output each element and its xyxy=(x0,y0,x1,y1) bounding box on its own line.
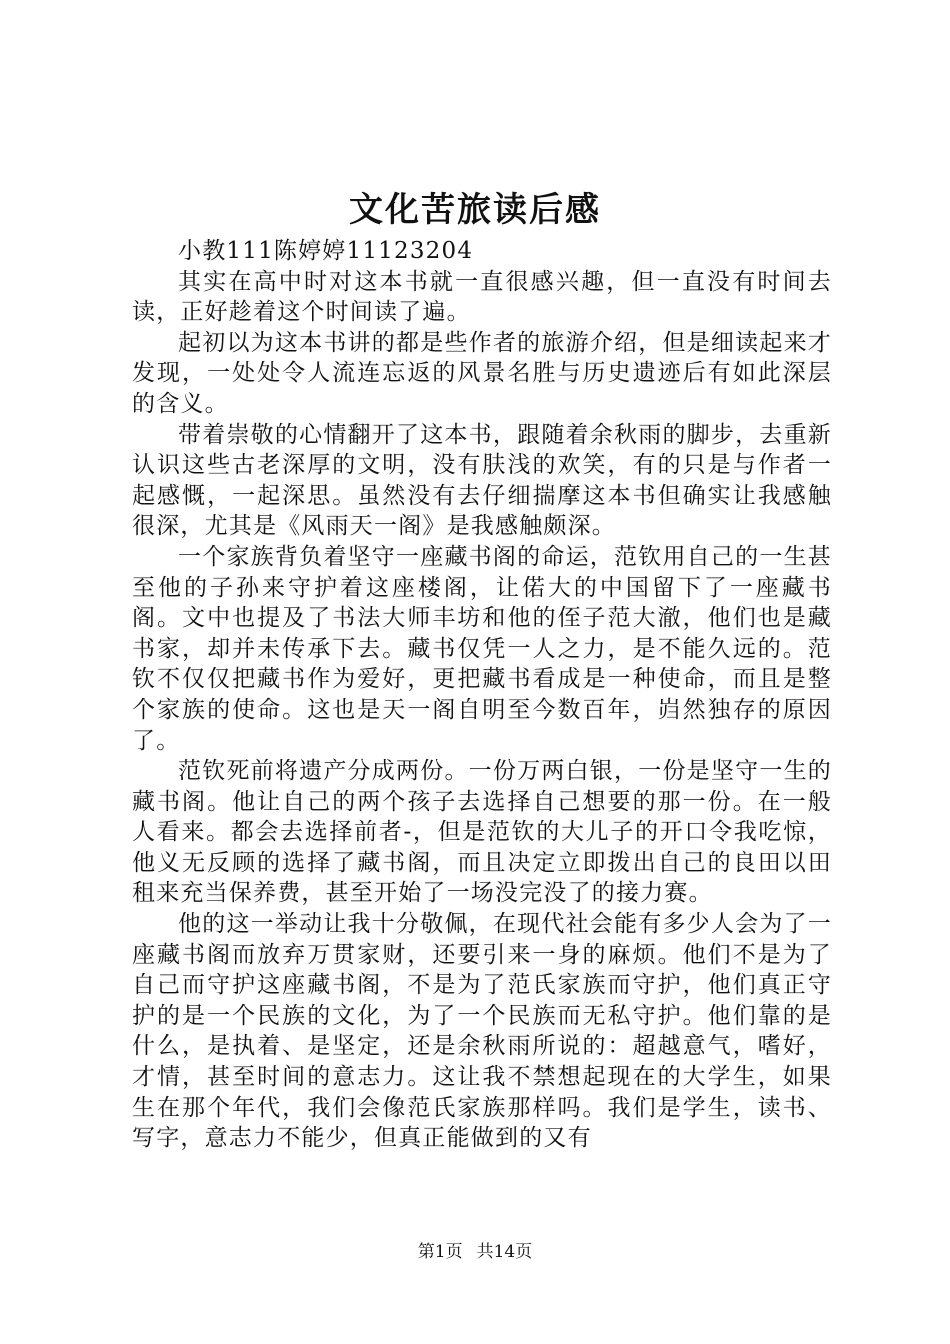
paragraph-5: 范钦死前将遗产分成两份。一份万两白银，一份是坚守一生的藏书阁。他让自己的两个孩子去选择自己想要的那一份。在一般人看来。都会去选择前者-，但是范钦的大儿子的开口令我吃惊，他义无反顾的选择了藏书阁，而且决定立即拨出自己的良田以田租来充当保养费，甚至开始了一场没完没了的接力赛。 xyxy=(132,758,832,907)
document-body xyxy=(132,236,832,1154)
paragraph-3: 带着崇敬的心情翻开了这本书，跟随着余秋雨的脚步，去重新认识这些古老深厚的文明，没有肤浅的欢笑，有的只是与作者一起感慨，一起深思。虽然没有去仔细揣摩这本书但确实让我感触很深，尤其是《风雨天一阁》是我感触颇深。 xyxy=(132,421,832,540)
paragraph-6: 他的这一举动让我十分敬佩，在现代社会能有多少人会为了一座藏书阁而放弃万贯家财，还要引来一身的麻烦。他们不是为了自己而守护这座藏书阁，不是为了范氏家族而守护，他们真正守护的是一个民族的文化，为了一个民族而无私守护。他们靠的是什么，是执着、是坚定，还是余秋雨所说的：超越意气，嗜好，才情，甚至时间的意志力。这让我不禁想起现在的大学生，如果生在那个年代，我们会像范氏家族那样吗。我们是学生，读书、写字，意志力不能少，但真正能做到的又有 xyxy=(132,911,832,1152)
author-line: 小教111陈婷婷11123204 xyxy=(178,238,474,264)
page-footer xyxy=(0,1240,950,1264)
paragraph-4: 一个家族背负着坚守一座藏书阁的命运，范钦用自己的一生甚至他的子孙来守护着这座楼阁，让偌大的中国留下了一座藏书阁。文中也提及了书法大师丰坊和他的侄子范大澈，他们也是藏书家，却并未传承下去。藏书仅凭一人之力，是不能久远的。范钦不仅仅把藏书作为爱好，更把藏书看成是一种使命，而且是整个家族的使命。这也是天一阁自明至今数百年，岿然独存的原因了。 xyxy=(132,543,832,754)
paragraph-1: 其实在高中时对这本书就一直很感兴趣，但一直没有时间去读，正好趁着这个时间读了遍。 xyxy=(132,268,832,326)
page-total: 共14页 xyxy=(476,1242,533,1262)
page-number: 第1页 xyxy=(417,1242,463,1262)
paragraph-2: 起初以为这本书讲的都是些作者的旅游介绍，但是细读起来才发现，一处处令人流连忘返的风景名胜与历史遗迹后有如此深层的含义。 xyxy=(132,329,832,417)
document-title: 文化苦旅读后感 xyxy=(349,190,601,230)
